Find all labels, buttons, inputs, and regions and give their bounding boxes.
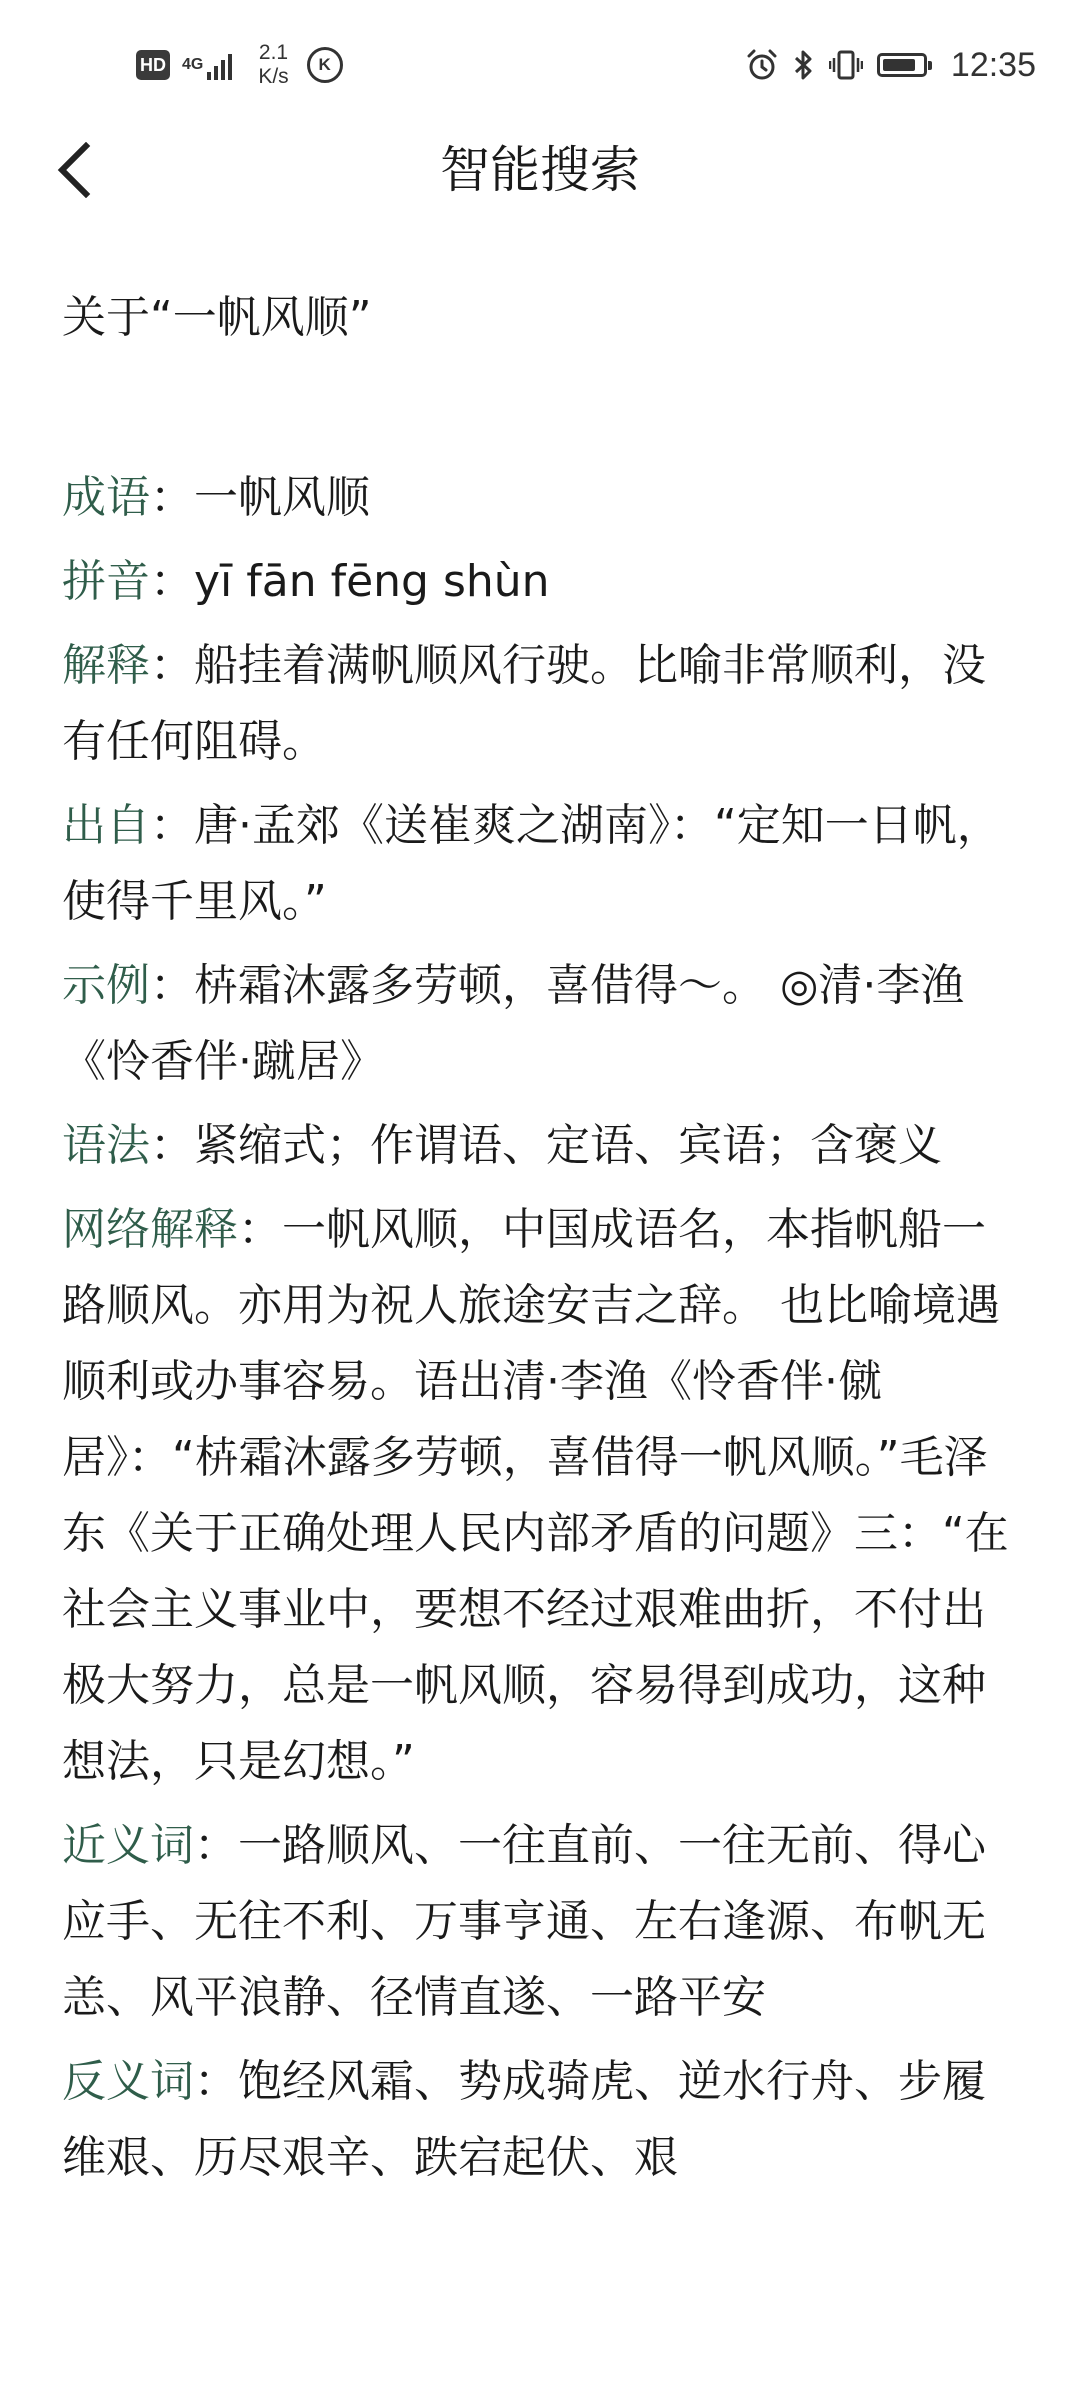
app-bar: [0, 120, 1080, 220]
entry-separator: ：: [150, 472, 194, 523]
entry-value: 枿霜沐露多劳顿，喜借得～。 ◎清·李渔《怜香伴·蹴居》: [62, 960, 965, 1087]
entry-label: 反义词: [62, 2056, 194, 2107]
entry-separator: ：: [238, 1204, 282, 1255]
battery-icon: [877, 53, 927, 77]
entry-value: 唐·孟郊《送崔爽之湖南》：“定知一日帆，使得千里风。”: [62, 800, 1001, 927]
entry-item: [62, 544, 1012, 620]
alarm-icon: [745, 48, 779, 82]
search-result: [62, 288, 1012, 2204]
entry-separator: ：: [194, 2056, 238, 2107]
status-right: [745, 38, 1036, 92]
vibrate-icon: [829, 48, 863, 82]
entry-value: 一路顺风、一往直前、一往无前、得心应手、无往不利、万事亨通、左右逢源、布帆无恙、风平浪静、径情直遂、一路平安: [62, 1820, 986, 2023]
entry-label: 成语: [62, 472, 150, 523]
speed-unit: K/s: [258, 65, 289, 88]
hd-icon: HD: [136, 50, 170, 80]
status-left: [136, 38, 343, 92]
bluetooth-icon: [793, 48, 815, 82]
entry-separator: ：: [150, 1120, 194, 1171]
clock: 12:35: [950, 45, 1036, 84]
entry-item: [62, 460, 1012, 536]
entry-value: 船挂着满帆顺风行驶。比喻非常顺利，没有任何阻碍。: [62, 640, 986, 767]
entry-item: [62, 948, 1012, 1100]
network-type: 4G: [182, 56, 204, 73]
entry-value: yī fān fēng shùn: [194, 556, 550, 607]
entry-label: 解释: [62, 640, 150, 691]
entry-value: 饱经风霜、势成骑虎、逆水行舟、步履维艰、历尽艰辛、跌宕起伏、艰: [62, 2056, 986, 2183]
entry-value: 一帆风顺: [194, 472, 370, 523]
entry-item: [62, 2044, 1012, 2196]
entry-separator: ：: [150, 556, 194, 607]
entry-list: [62, 460, 1012, 2196]
entry-item: [62, 1808, 1012, 2036]
speed-value: 2.1: [258, 41, 289, 64]
entry-value: 一帆风顺，中国成语名，本指帆船一路顺风。亦用为祝人旅途安吉之辞。 也比喻境遇顺利或办事容易。语出清·李渔《怜香伴·僦居》：“枿霜沐露多劳顿，喜借得一帆风顺。”毛泽东《关于正确处理人民内部矛盾的问题》三：“在社会主义事业中，要想不经过艰难曲折，不付出极大努力，总是一帆风顺，容易得到成功，这种想法，只是幻想。”: [62, 1204, 1009, 1787]
entry-value: 紧缩式；作谓语、定语、宾语；含褒义: [194, 1120, 942, 1171]
network-speed: [258, 41, 288, 89]
entry-label: 近义词: [62, 1820, 194, 1871]
entry-item: [62, 788, 1012, 940]
entry-label: 出自: [62, 800, 150, 851]
battery-level: [883, 59, 915, 71]
k-app-icon: K: [307, 47, 343, 83]
entry-separator: ：: [150, 640, 194, 691]
signal-icon: [207, 50, 232, 80]
entry-item: [62, 1192, 1012, 1800]
entry-label: 语法: [62, 1120, 150, 1171]
entry-item: [62, 1108, 1012, 1184]
result-heading: 关于“一帆风顺”: [62, 292, 372, 343]
entry-label: 示例: [62, 960, 150, 1011]
status-bar: [0, 0, 1080, 130]
entry-separator: ：: [150, 960, 194, 1011]
page-title: 智能搜索: [440, 141, 640, 199]
entry-separator: ：: [194, 1820, 238, 1871]
entry-label: 拼音: [62, 556, 150, 607]
entry-item: [62, 628, 1012, 780]
entry-separator: ：: [150, 800, 194, 851]
entry-label: 网络解释: [62, 1204, 238, 1255]
